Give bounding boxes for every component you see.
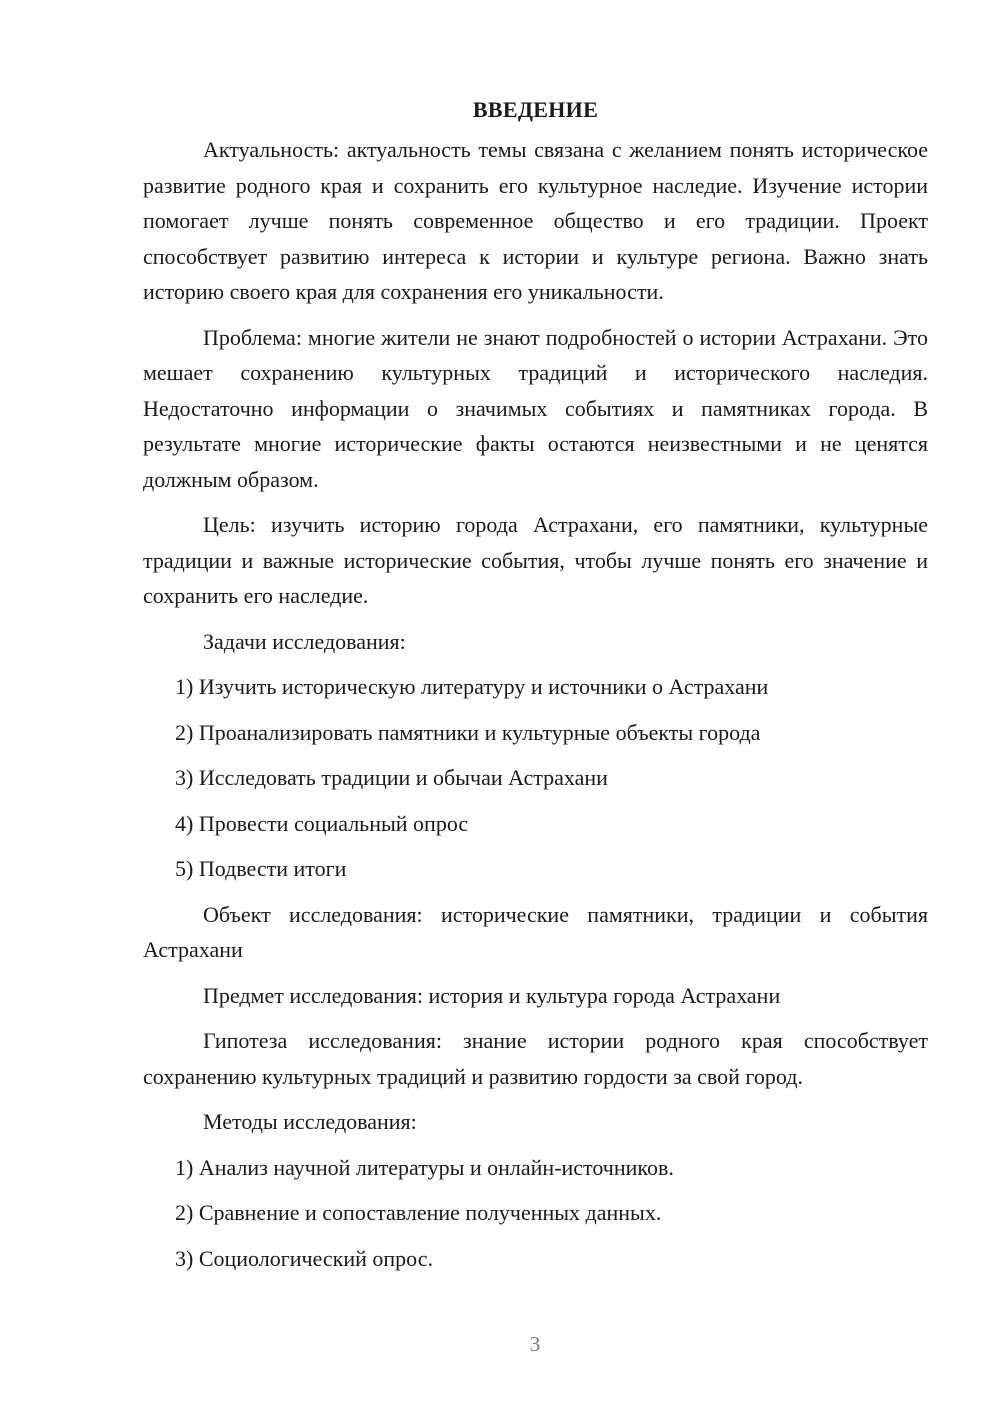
object-paragraph: Объект исследования: исторические памятники, традиции и события Астрахани: [143, 901, 928, 962]
method-item: 2) Сравнение и сопоставление полученных данных.: [175, 1200, 662, 1225]
task-item: 5) Подвести итоги: [175, 856, 347, 881]
task-item: 2) Проанализировать памятники и культурные объекты города: [175, 719, 761, 745]
page-title: ВВЕДЕНИЕ: [472, 97, 599, 122]
method-item: 3) Социологический опрос.: [175, 1245, 433, 1271]
task-item: 4) Провести социальный опрос: [175, 810, 469, 836]
methods-heading: Методы исследования:: [203, 1109, 417, 1134]
problem-paragraph: Проблема: многие жители не знают подробностей о истории Астрахани. Это мешает сохранению культурных традиций и исторического наследия. Недостаточно информации о значимых событиях и памятниках города. В результате многие исторические факты остаются неизвестными и не ценятся должным образом.: [143, 324, 928, 492]
hypothesis-paragraph: Гипотеза исследования: знание истории родного края способствует сохранению культурных традиций и развитию гордости за свой город.: [143, 1028, 928, 1089]
method-item: 1) Анализ научной литературы и онлайн-источников.: [175, 1154, 674, 1180]
tasks-heading: Задачи исследования:: [203, 628, 406, 654]
goal-paragraph: Цель: изучить историю города Астрахани, его памятники, культурные традиции и важные исторические события, чтобы лучше понять его значение и сохранить его наследие.: [143, 512, 928, 608]
subject-paragraph: Предмет исследования: история и культура города Астрахани: [203, 982, 781, 1008]
task-item: 3) Исследовать традиции и обычаи Астрахани: [175, 765, 608, 790]
page-number: 3: [529, 1332, 541, 1356]
task-item: 1) Изучить историческую литературу и источники о Астрахани: [175, 674, 769, 699]
relevance-paragraph: Актуальность: актуальность темы связана с желанием понять историческое развитие родного края и сохранить его культурное наследие. Изучение истории помогает лучше понять современное общество и его традиции. Проект способствует развитию интереса к истории и культуре региона. Важно знать историю своего края для сохранения его уникальности.: [143, 137, 928, 304]
document-page: [143, 92, 928, 1286]
